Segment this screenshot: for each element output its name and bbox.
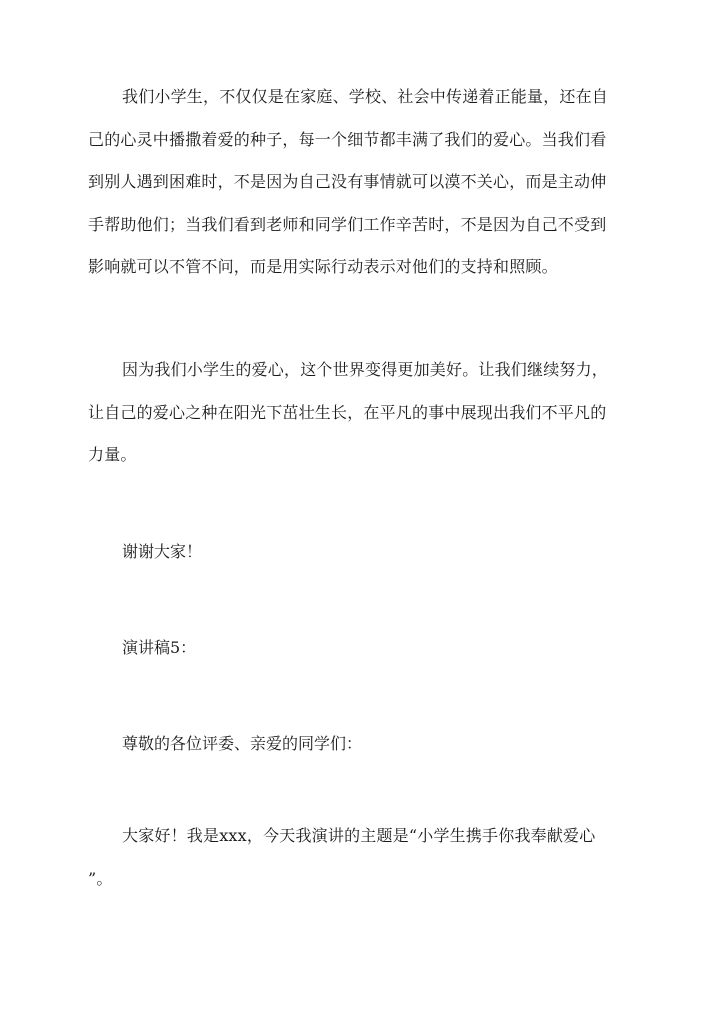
- paragraph-better-world: [88, 349, 636, 477]
- paragraph-line: 到别人遇到困难时，不是因为自己没有事情就可以漠不关心，而是主动伸: [88, 172, 607, 191]
- paragraph-line: 手帮助他们；当我们看到老师和同学们工作辛苦时，不是因为自己不受到: [88, 214, 607, 234]
- paragraph-line: ”。: [88, 868, 113, 888]
- thanks-line: 谢谢大家！: [122, 542, 203, 561]
- paragraph-intro: [88, 815, 636, 900]
- paragraph-line: 因为我们小学生的爱心，这个世界变得更加美好。让我们继续努力，: [122, 360, 609, 379]
- speech-heading: 演讲稿5：: [122, 638, 197, 657]
- paragraph-line: 力量。: [88, 445, 137, 464]
- paragraph-love-seeds: [88, 76, 636, 289]
- paragraph-line: 影响就可以不管不问，而是用实际行动表示对他们的支持和照顾。: [88, 257, 558, 276]
- salutation-line: 尊敬的各位评委、亲爱的同学们：: [122, 734, 363, 753]
- paragraph-line: 我们小学生，不仅仅是在家庭、学校、社会中传递着正能量，还在自: [122, 87, 609, 106]
- paragraph-line: 大家好！我是xxx，今天我演讲的主题是“小学生携手你我奉献爱心: [122, 826, 596, 845]
- paragraph-line: 己的心灵中播撒着爱的种子，每一个细节都丰满了我们的爱心。当我们看: [88, 129, 607, 149]
- paragraph-line: 让自己的爱心之种在阳光下茁壮生长，在平凡的事中展现出我们不平凡的: [88, 402, 607, 422]
